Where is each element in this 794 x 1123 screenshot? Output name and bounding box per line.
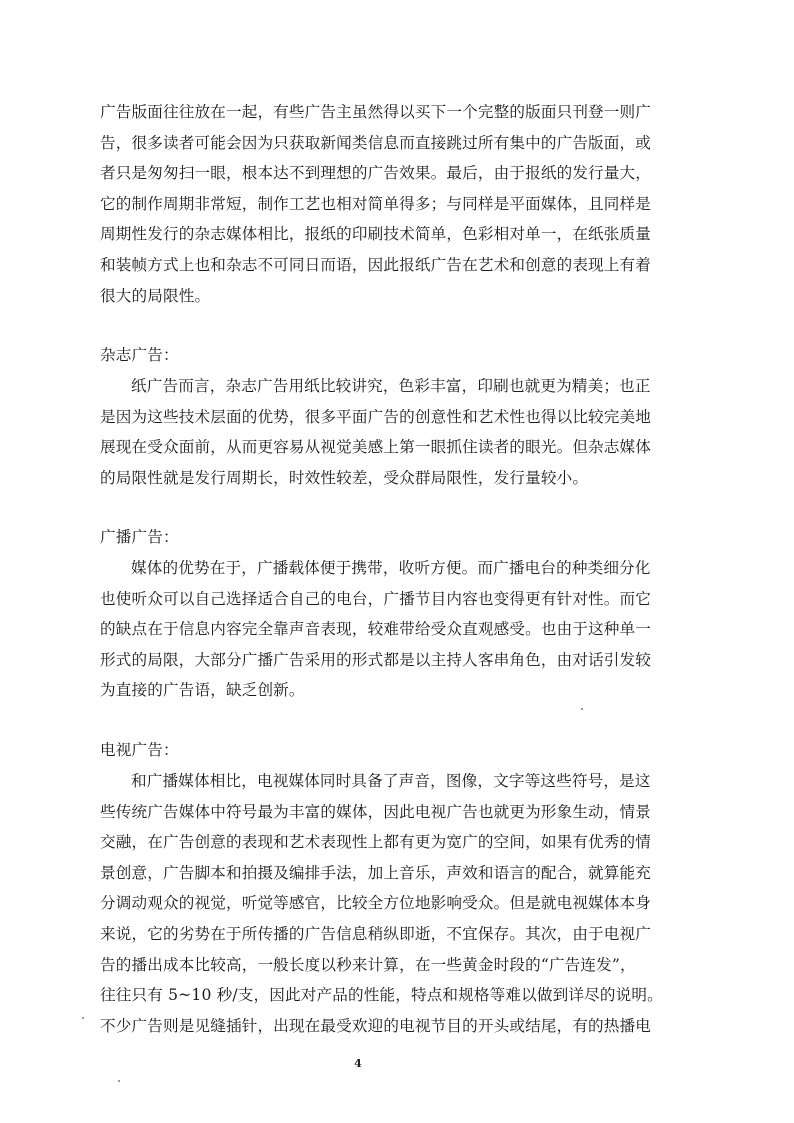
section-body-magazine: [100, 371, 652, 493]
paragraph-line: 和广播媒体相比，电视媒体同时具备了声音，图像，文字等这些符号，是这: [131, 772, 651, 790]
paragraph-line: 些传统广告媒体中符号最为丰富的媒体，因此电视广告也就更为形象生动，情景: [100, 802, 652, 821]
intro-paragraph: [100, 97, 652, 311]
section-body-tv: [100, 766, 663, 1041]
paragraph-line: 景创意，广告脚本和拍摄及编排手法，加上音乐，声效和语言的配合，就算能充: [100, 863, 652, 882]
scan-speck: [581, 708, 583, 710]
paragraph-line: 展现在受众面前，从而更容易从视觉美感上第一眼抓住读者的眼光。但杂志媒体: [100, 438, 652, 457]
paragraph-line: 往往只有 5~10 秒/支，因此对产品的性能，特点和规格等难以做到详尽的说明。: [100, 986, 663, 1005]
paragraph-line: 媒体的优势在于，广播载体便于携带，收听方便。而广播电台的种类细分化: [131, 559, 651, 577]
paragraph-line: 和装帧方式上也和杂志不可同日而语，因此报纸广告在艺术和创意的表现上有着: [100, 255, 652, 274]
paragraph-line: 是因为这些技术层面的优势，很多平面广告的创意性和艺术性也得以比较完美地: [100, 407, 652, 426]
paragraph-line: 分调动观众的视觉，听觉等感官，比较全方位地影响受众。但是就电视媒体本身: [100, 894, 652, 913]
scan-speck: [82, 1017, 84, 1019]
paragraph-line: 为直接的广告语，缺乏创新。: [100, 681, 305, 700]
paragraph-line: 者只是匆匆扫一眼，根本达不到理想的广告效果。最后，由于报纸的发行量大，: [100, 164, 652, 183]
paragraph-line: 的缺点在于信息内容完全靠声音表现，较难带给受众直观感受。也由于这种单一: [100, 620, 652, 639]
paragraph-line: 告的播出成本比较高，一般长度以秒来计算，在一些黄金时段的“广告连发”，: [100, 955, 636, 974]
paragraph-line: 纸广告而言，杂志广告用纸比较讲究，色彩丰富，印刷也就更为精美；也正: [131, 377, 651, 395]
paragraph-line: 告，很多读者可能会因为只获取新闻类信息而直接跳过所有集中的广告版面，或: [100, 133, 652, 152]
section-heading-magazine: 杂志广告：: [100, 346, 179, 364]
page-number: 4: [354, 1057, 362, 1070]
paragraph-line: 它的制作周期非常短，制作工艺也相对简单得多；与同样是平面媒体，且同样是: [100, 194, 652, 213]
paragraph-line: 的局限性就是发行周期长，时效性较差，受众群局限性，发行量较小。: [100, 468, 589, 487]
paragraph-line: 很大的局限性。: [100, 286, 211, 305]
section-heading-tv: 电视广告：: [100, 741, 179, 759]
paragraph-line: 形式的局限，大部分广播广告采用的形式都是以主持人客串角色，由对话引发较: [100, 650, 652, 669]
paragraph-line: 交融，在广告创意的表现和艺术表现性上都有更为宽广的空间，如果有优秀的情: [100, 833, 652, 852]
scan-speck: [118, 1080, 120, 1082]
section-heading-radio: 广播广告：: [100, 528, 179, 546]
paragraph-line: 不少广告则是见缝插针，出现在最受欢迎的电视节目的开头或结尾，有的热播电: [100, 1016, 652, 1035]
paragraph-line: 也使听众可以自己选择适合自己的电台，广播节目内容也变得更有针对性。而它: [100, 589, 652, 608]
section-body-radio: [100, 553, 652, 706]
paragraph-line: 来说，它的劣势在于所传播的广告信息稍纵即逝，不宜保存。其次，由于电视广: [100, 924, 652, 943]
paragraph-line: 周期性发行的杂志媒体相比，报纸的印刷技术简单，色彩相对单一，在纸张质量: [100, 225, 652, 244]
paragraph-line: 广告版面往往放在一起，有些广告主虽然得以买下一个完整的版面只刊登一则广: [100, 103, 652, 121]
